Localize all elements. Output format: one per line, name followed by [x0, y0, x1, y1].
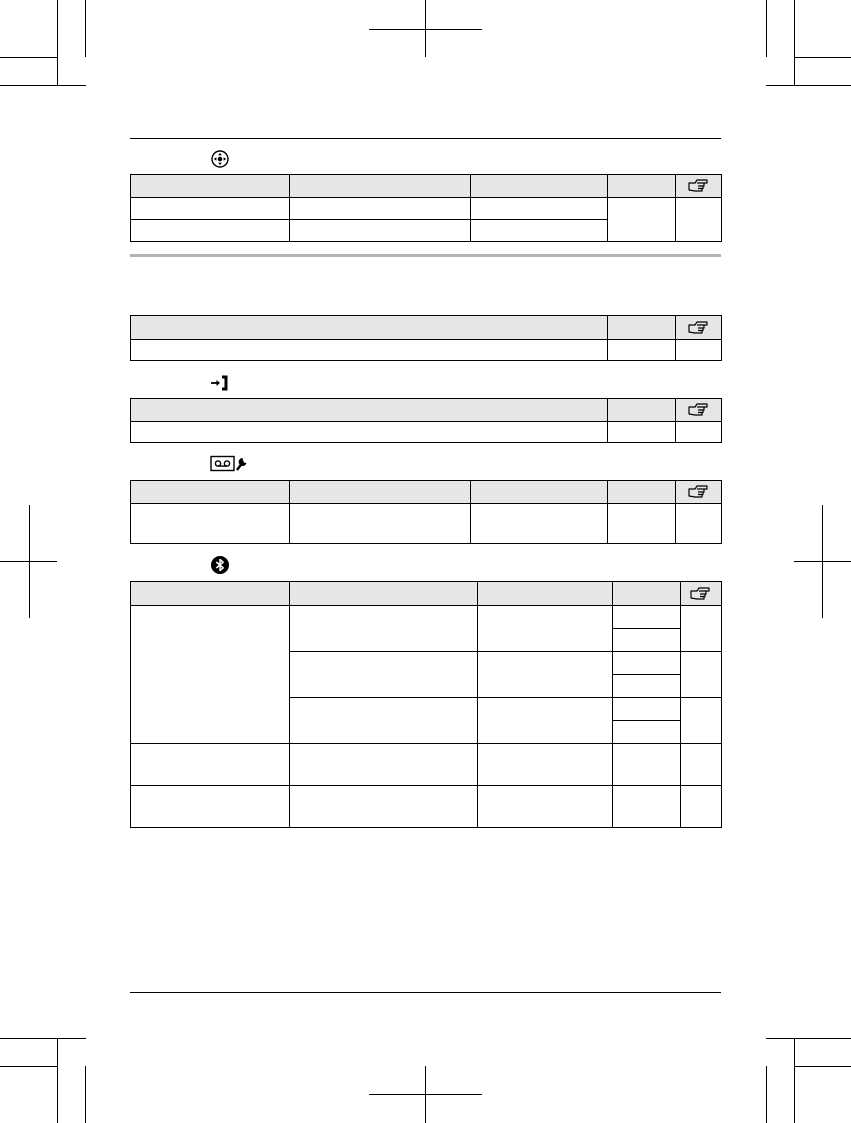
table-cell	[131, 606, 290, 744]
table-cell	[478, 652, 613, 698]
table-cell	[608, 504, 676, 544]
header-cell-reference	[676, 399, 722, 422]
settings-table-5	[130, 581, 722, 828]
table-cell	[613, 744, 681, 786]
table-cell	[131, 786, 290, 828]
header-cell-reference	[676, 316, 722, 340]
table-cell	[471, 220, 608, 242]
crop-mark	[794, 1038, 795, 1123]
crop-mark	[0, 57, 57, 58]
table-row	[131, 606, 722, 629]
crop-mark	[85, 1066, 86, 1123]
table-row	[131, 340, 722, 361]
table-cell	[131, 422, 608, 443]
bottom-rule	[130, 992, 721, 993]
table-cell	[608, 340, 676, 361]
table-cell	[681, 606, 722, 652]
header-cell	[608, 399, 676, 422]
table-cell	[613, 721, 681, 744]
table-row	[131, 504, 722, 544]
pointing-hand-icon	[687, 178, 711, 194]
crop-mark	[29, 505, 30, 618]
header-cell	[478, 582, 613, 606]
table-cell	[290, 220, 471, 242]
section-divider	[130, 254, 721, 257]
table-cell	[613, 652, 681, 675]
crop-mark	[766, 1066, 767, 1123]
table-cell	[471, 198, 608, 220]
table-cell	[471, 504, 608, 544]
table-cell	[613, 606, 681, 629]
table-cell	[681, 744, 722, 786]
header-cell	[131, 481, 290, 504]
header-cell	[131, 175, 290, 198]
table-cell	[290, 786, 478, 828]
table-cell	[613, 629, 681, 652]
crop-mark	[794, 57, 851, 58]
header-cell	[608, 481, 676, 504]
table-header-row	[131, 316, 722, 340]
header-cell	[471, 481, 608, 504]
table-cell	[290, 504, 471, 544]
crop-mark	[425, 0, 426, 57]
table-cell	[676, 422, 722, 443]
intercom-transfer-icon	[210, 374, 230, 392]
table-cell	[290, 698, 478, 744]
header-cell	[471, 175, 608, 198]
header-cell-reference	[681, 582, 722, 606]
pointing-hand-icon	[687, 484, 711, 500]
header-cell-reference	[676, 481, 722, 504]
table-cell	[290, 744, 478, 786]
header-cell	[290, 481, 471, 504]
table-cell	[676, 340, 722, 361]
table-cell	[613, 786, 681, 828]
table-cell	[131, 220, 290, 242]
table-cell	[676, 198, 722, 242]
table-header-row	[131, 399, 722, 422]
header-cell	[290, 582, 478, 606]
table-cell	[681, 698, 722, 744]
header-cell	[131, 399, 608, 422]
header-cell	[131, 582, 290, 606]
table-row	[131, 198, 722, 220]
table-cell	[290, 652, 478, 698]
crop-mark	[766, 85, 851, 86]
table-row	[131, 786, 722, 828]
table-cell	[478, 606, 613, 652]
header-cell-reference	[676, 175, 722, 198]
table-cell	[608, 198, 676, 242]
pointing-hand-icon	[687, 402, 711, 418]
table-cell	[681, 652, 722, 698]
crop-mark	[85, 0, 86, 57]
settings-table-1	[130, 174, 722, 242]
table-header-row	[131, 481, 722, 504]
settings-table-2	[130, 315, 722, 361]
pointing-hand-icon	[687, 320, 711, 336]
crop-mark	[57, 0, 58, 86]
table-cell	[478, 698, 613, 744]
table-cell	[290, 606, 478, 652]
navigator-key-icon	[210, 149, 230, 169]
pointing-hand-icon	[689, 586, 713, 602]
header-cell	[613, 582, 681, 606]
top-rule	[130, 138, 721, 139]
bluetooth-icon	[210, 555, 230, 575]
table-cell	[131, 744, 290, 786]
crop-mark	[0, 1066, 57, 1067]
crop-mark	[425, 1066, 426, 1123]
table-row	[131, 744, 722, 786]
crop-mark	[0, 85, 86, 86]
crop-mark	[57, 1038, 58, 1123]
answering-machine-settings-icon	[210, 455, 250, 472]
table-cell	[290, 198, 471, 220]
header-cell	[131, 316, 608, 340]
crop-mark	[0, 1038, 86, 1039]
table-cell	[478, 786, 613, 828]
table-cell	[613, 698, 681, 721]
table-header-row	[131, 582, 722, 606]
table-row	[131, 422, 722, 443]
table-cell	[676, 504, 722, 544]
header-cell	[608, 175, 676, 198]
table-cell	[681, 786, 722, 828]
header-cell	[608, 316, 676, 340]
table-cell	[478, 744, 613, 786]
crop-mark	[794, 1066, 851, 1067]
table-cell	[131, 198, 290, 220]
crop-mark	[766, 0, 767, 57]
crop-mark	[794, 0, 795, 86]
crop-mark	[822, 505, 823, 618]
settings-table-3	[130, 398, 722, 443]
settings-table-4	[130, 480, 722, 544]
table-cell	[608, 422, 676, 443]
crop-mark	[766, 1038, 851, 1039]
table-header-row	[131, 175, 722, 198]
table-cell	[131, 504, 290, 544]
table-cell	[131, 340, 608, 361]
header-cell	[290, 175, 471, 198]
table-cell	[613, 675, 681, 698]
